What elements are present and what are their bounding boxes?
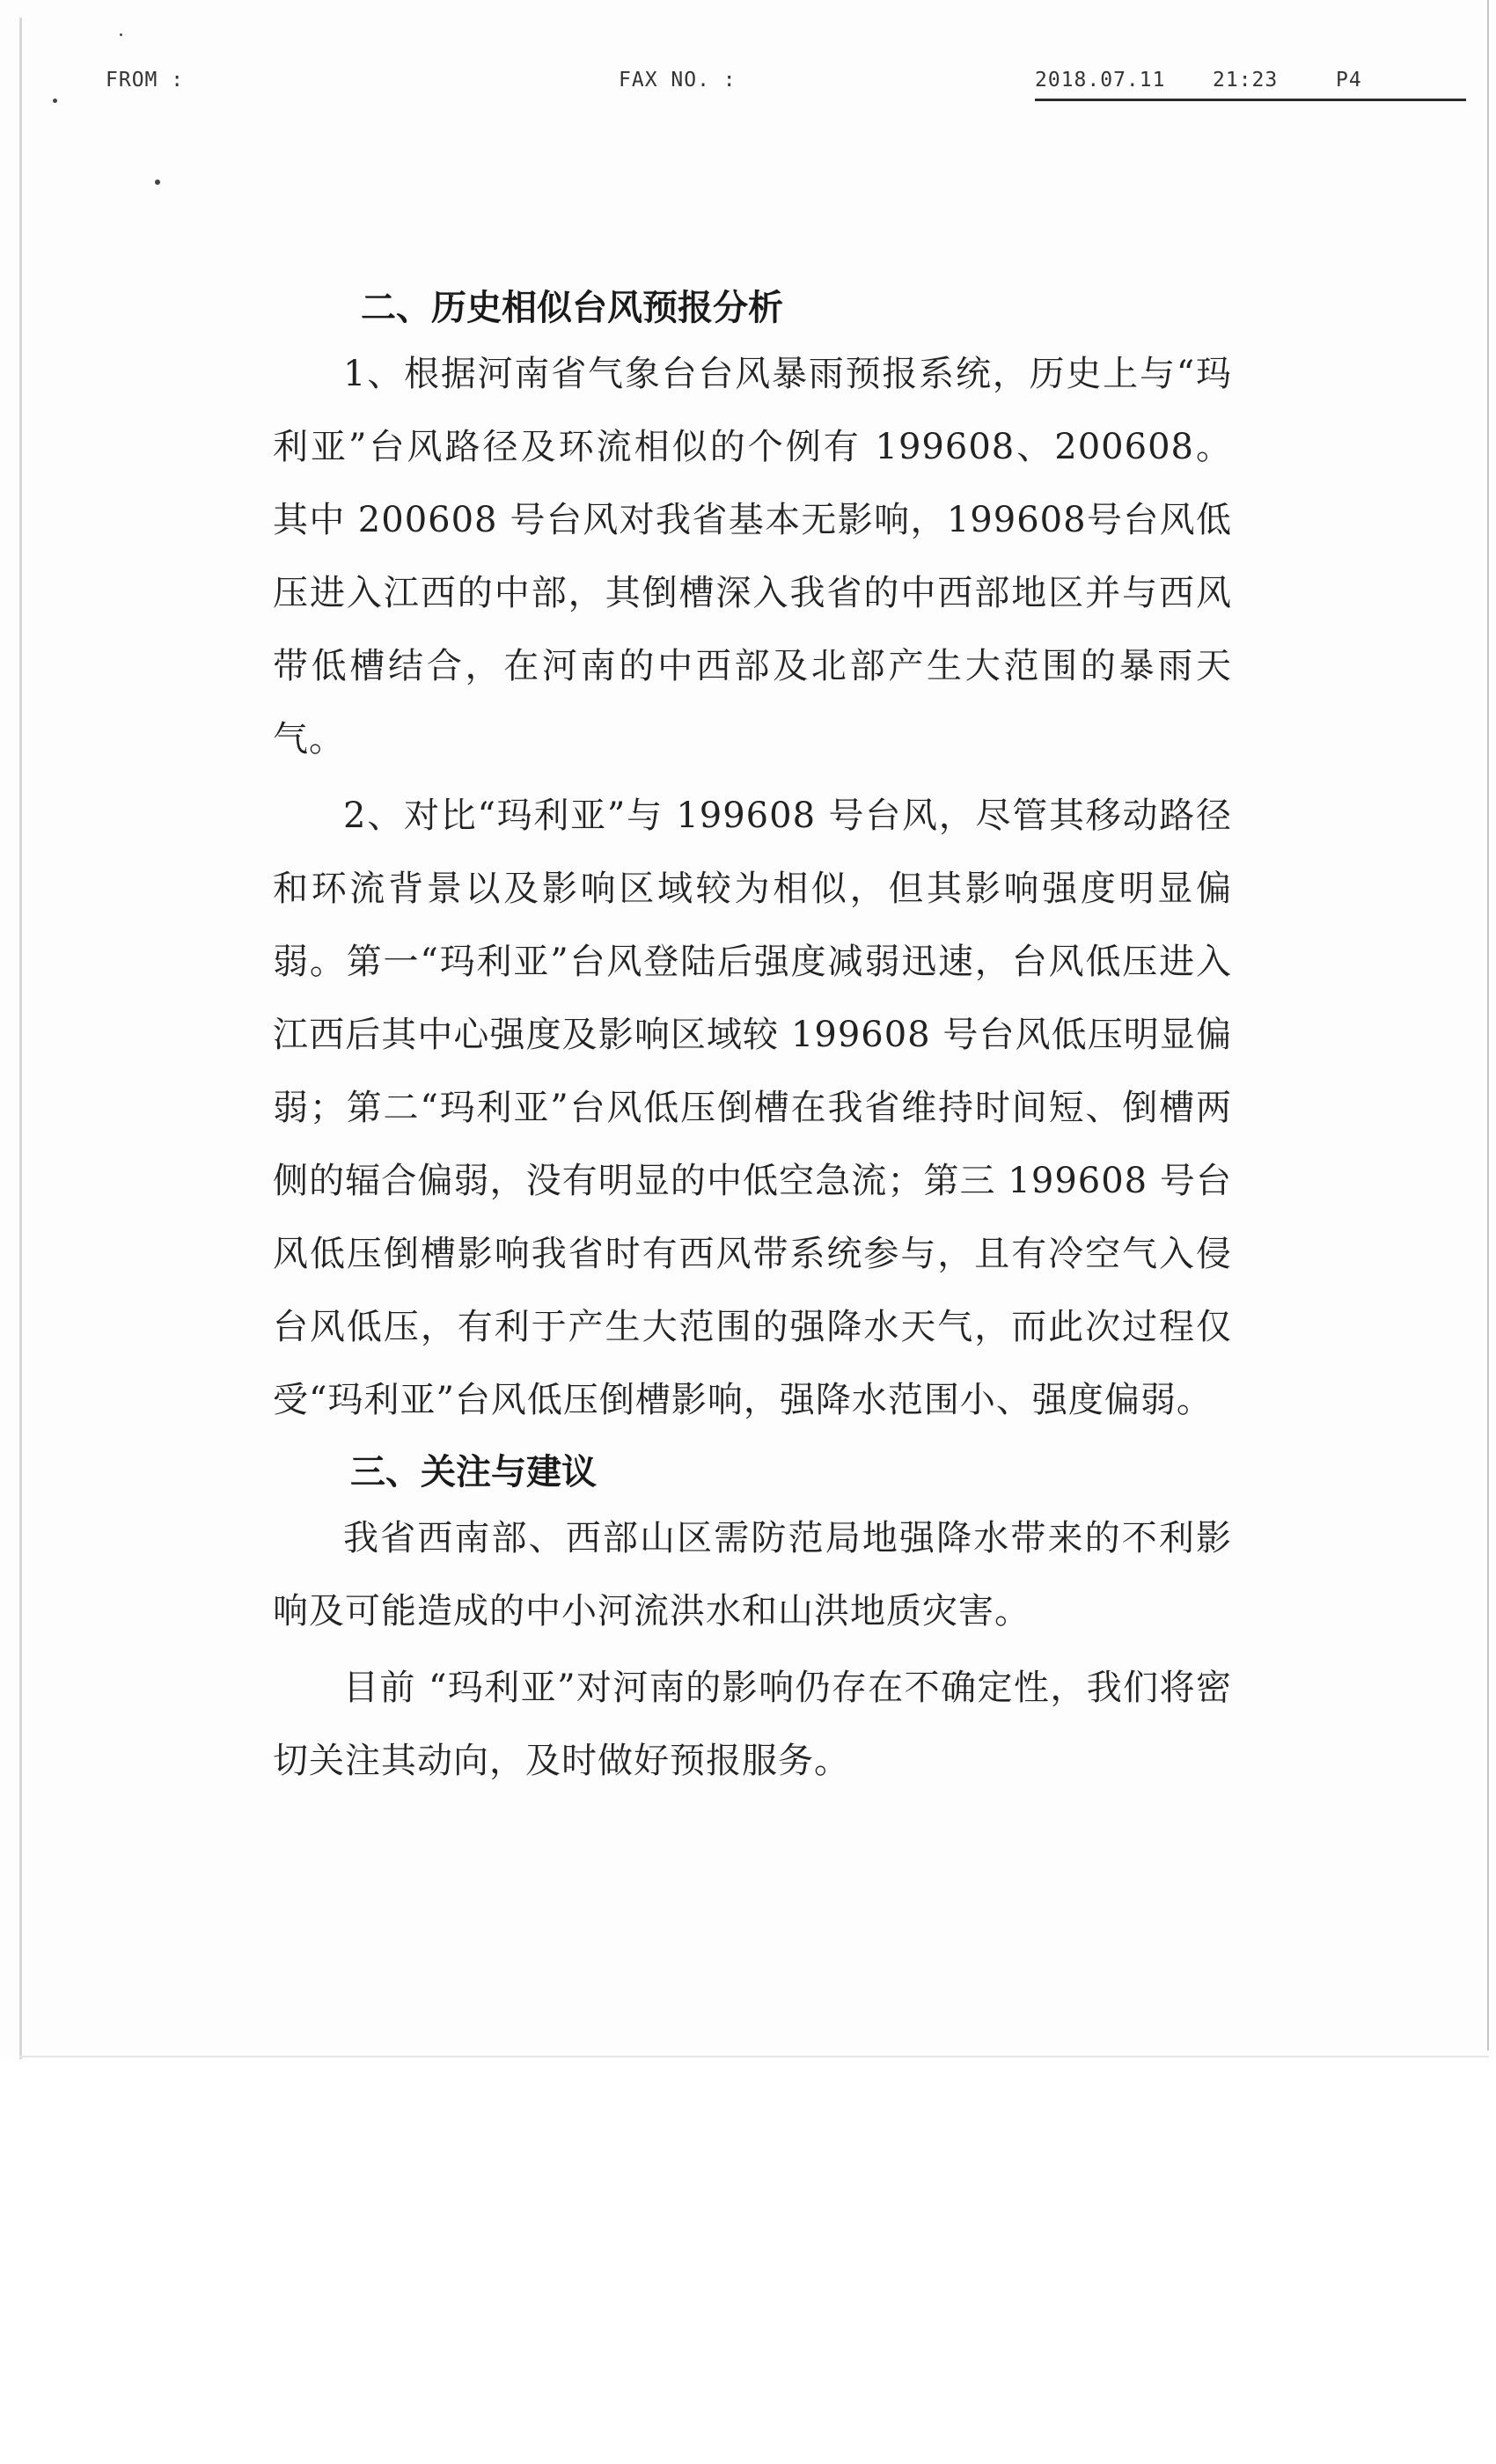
fax-date: 2018.07.11 <box>1035 69 1166 92</box>
fax-page-number: P4 <box>1336 69 1362 92</box>
scan-speck <box>155 180 160 185</box>
page-left-edge <box>19 18 22 2059</box>
page-right-edge <box>1487 0 1489 2050</box>
document-body <box>273 282 1232 1798</box>
page-bottom-edge <box>19 2056 1489 2057</box>
scan-speck <box>120 33 122 36</box>
fax-time: 21:23 <box>1213 69 1279 92</box>
fax-from-label: FROM : <box>106 69 185 92</box>
scan-speck <box>53 99 57 103</box>
section-2-paragraph-1: 1、根据河南省气象台台风暴雨预报系统，历史上与“玛利亚”台风路径及环流相似的个例有 199608、200608。其中 200608 号台风对我省基本无影响，199608号台风低压进入江西的中部，其倒槽深入我省的中西部地区并与西风带低槽结合，在河南的中西部及北部产生大范围的暴雨天气。 <box>273 354 1232 759</box>
section-2-paragraph-2: 2、对比“玛利亚”与 199608 号台风，尽管其移动路径和环流背景以及影响区域较为相似，但其影响强度明显偏弱。第一“玛利亚”台风登陆后强度减弱迅速，台风低压进入江西后其中心强度及影响区域较 199608 号台风低压明显偏弱；第二“玛利亚”台风低压倒槽在我省维持时间短、倒槽两侧的辐合偏弱，没有明显的中低空急流；第三 199608 号台风低压倒槽影响我省时有西风带系统参与，且有冷空气入侵台风低压，有利于产生大范围的强降水天气，而此次过程仅受“玛利亚”台风低压倒槽影响，强降水范围小、强度偏弱。 <box>273 796 1232 1420</box>
section-3-paragraph-2: 目前 “玛利亚”对河南的影响仍存在不确定性，我们将密切关注其动向，及时做好预报服务。 <box>273 1668 1232 1781</box>
header-underline <box>1035 99 1466 101</box>
section-3-heading: 三、关注与建议 <box>350 1452 597 1492</box>
fax-number-label: FAX NO. : <box>619 69 737 92</box>
section-3-paragraph-1: 我省西南部、西部山区需防范局地强降水带来的不利影响及可能造成的中小河流洪水和山洪地质灾害。 <box>273 1518 1232 1632</box>
section-2-heading: 二、历史相似台风预报分析 <box>361 288 783 328</box>
